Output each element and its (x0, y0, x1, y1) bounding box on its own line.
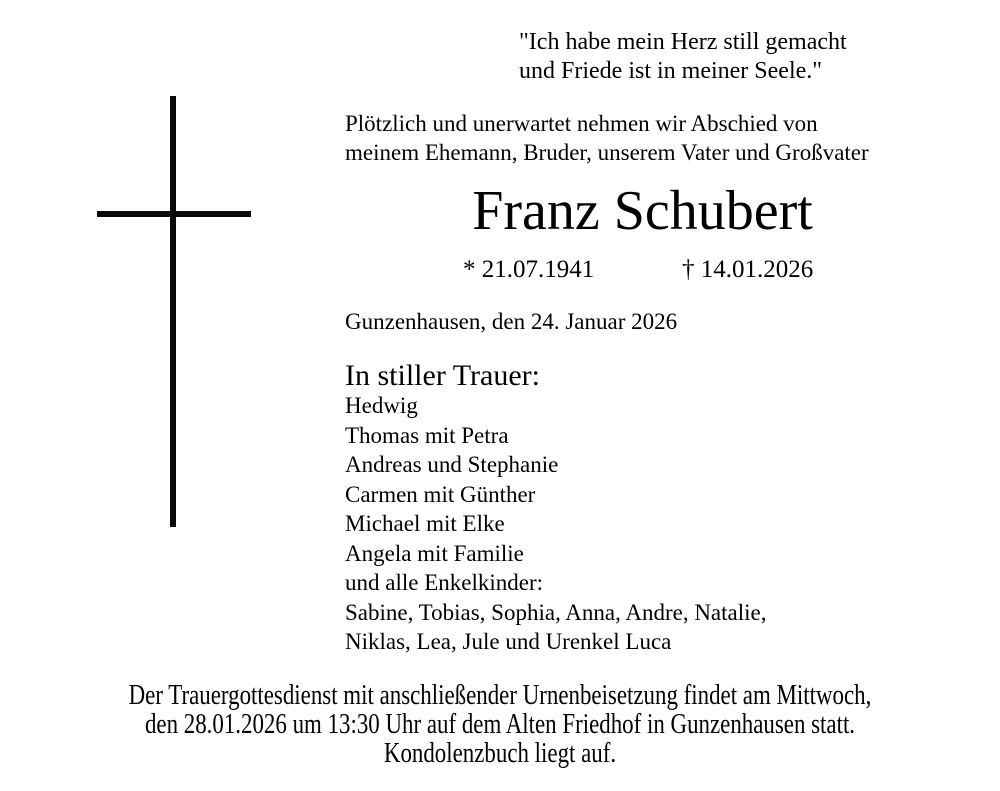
mourner-item: Andreas und Stephanie (345, 452, 559, 477)
mourning-header: In stiller Trauer: (345, 359, 540, 392)
mourner-item: Angela mit Familie (345, 540, 524, 566)
farewell-text-line: Plötzlich und unerwartet nehmen wir Abschied von (345, 111, 818, 136)
memorial-quote (519, 28, 847, 86)
funeral-info-line: Kondolenzbuch liegt auf. (383, 737, 617, 769)
cross-vertical-bar (170, 96, 176, 527)
mourner-item: und alle Enkelkinder: (345, 570, 543, 595)
farewell-text-line: meinem Ehemann, Bruder, unserem Vater und Großvater (345, 140, 869, 165)
mourner-item: Sabine, Tobias, Sophia, Anna, Andre, Natalie, (345, 599, 767, 625)
memorial-quote-line: und Friede ist in meiner Seele." (519, 58, 823, 84)
mourner-item: Hedwig (345, 393, 418, 418)
funeral-info-line: Der Trauergottesdienst mit anschließender Urnenbeisetzung findet am Mittwoch, (128, 679, 872, 711)
mourner-item: Niklas, Lea, Jule und Urenkel Luca (345, 629, 672, 654)
mourner-item: Thomas mit Petra (345, 422, 509, 448)
place-and-date: Gunzenhausen, den 24. Januar 2026 (345, 309, 678, 334)
memorial-quote-line: "Ich habe mein Herz still gemacht (519, 29, 847, 55)
cross-horizontal-bar (97, 211, 251, 217)
mourners-list (345, 391, 766, 657)
funeral-info-line: den 28.01.2026 um 13:30 Uhr auf dem Alten Friedhof in Gunzenhausen statt. (144, 708, 856, 740)
farewell-text (345, 109, 869, 167)
mourner-item: Carmen mit Günther (345, 481, 536, 507)
deceased-name: Franz Schubert (472, 180, 813, 242)
death-date: † 14.01.2026 (682, 256, 814, 283)
funeral-info (105, 681, 895, 768)
mourner-item: Michael mit Elke (345, 511, 505, 536)
birth-date: * 21.07.1941 (463, 256, 595, 283)
